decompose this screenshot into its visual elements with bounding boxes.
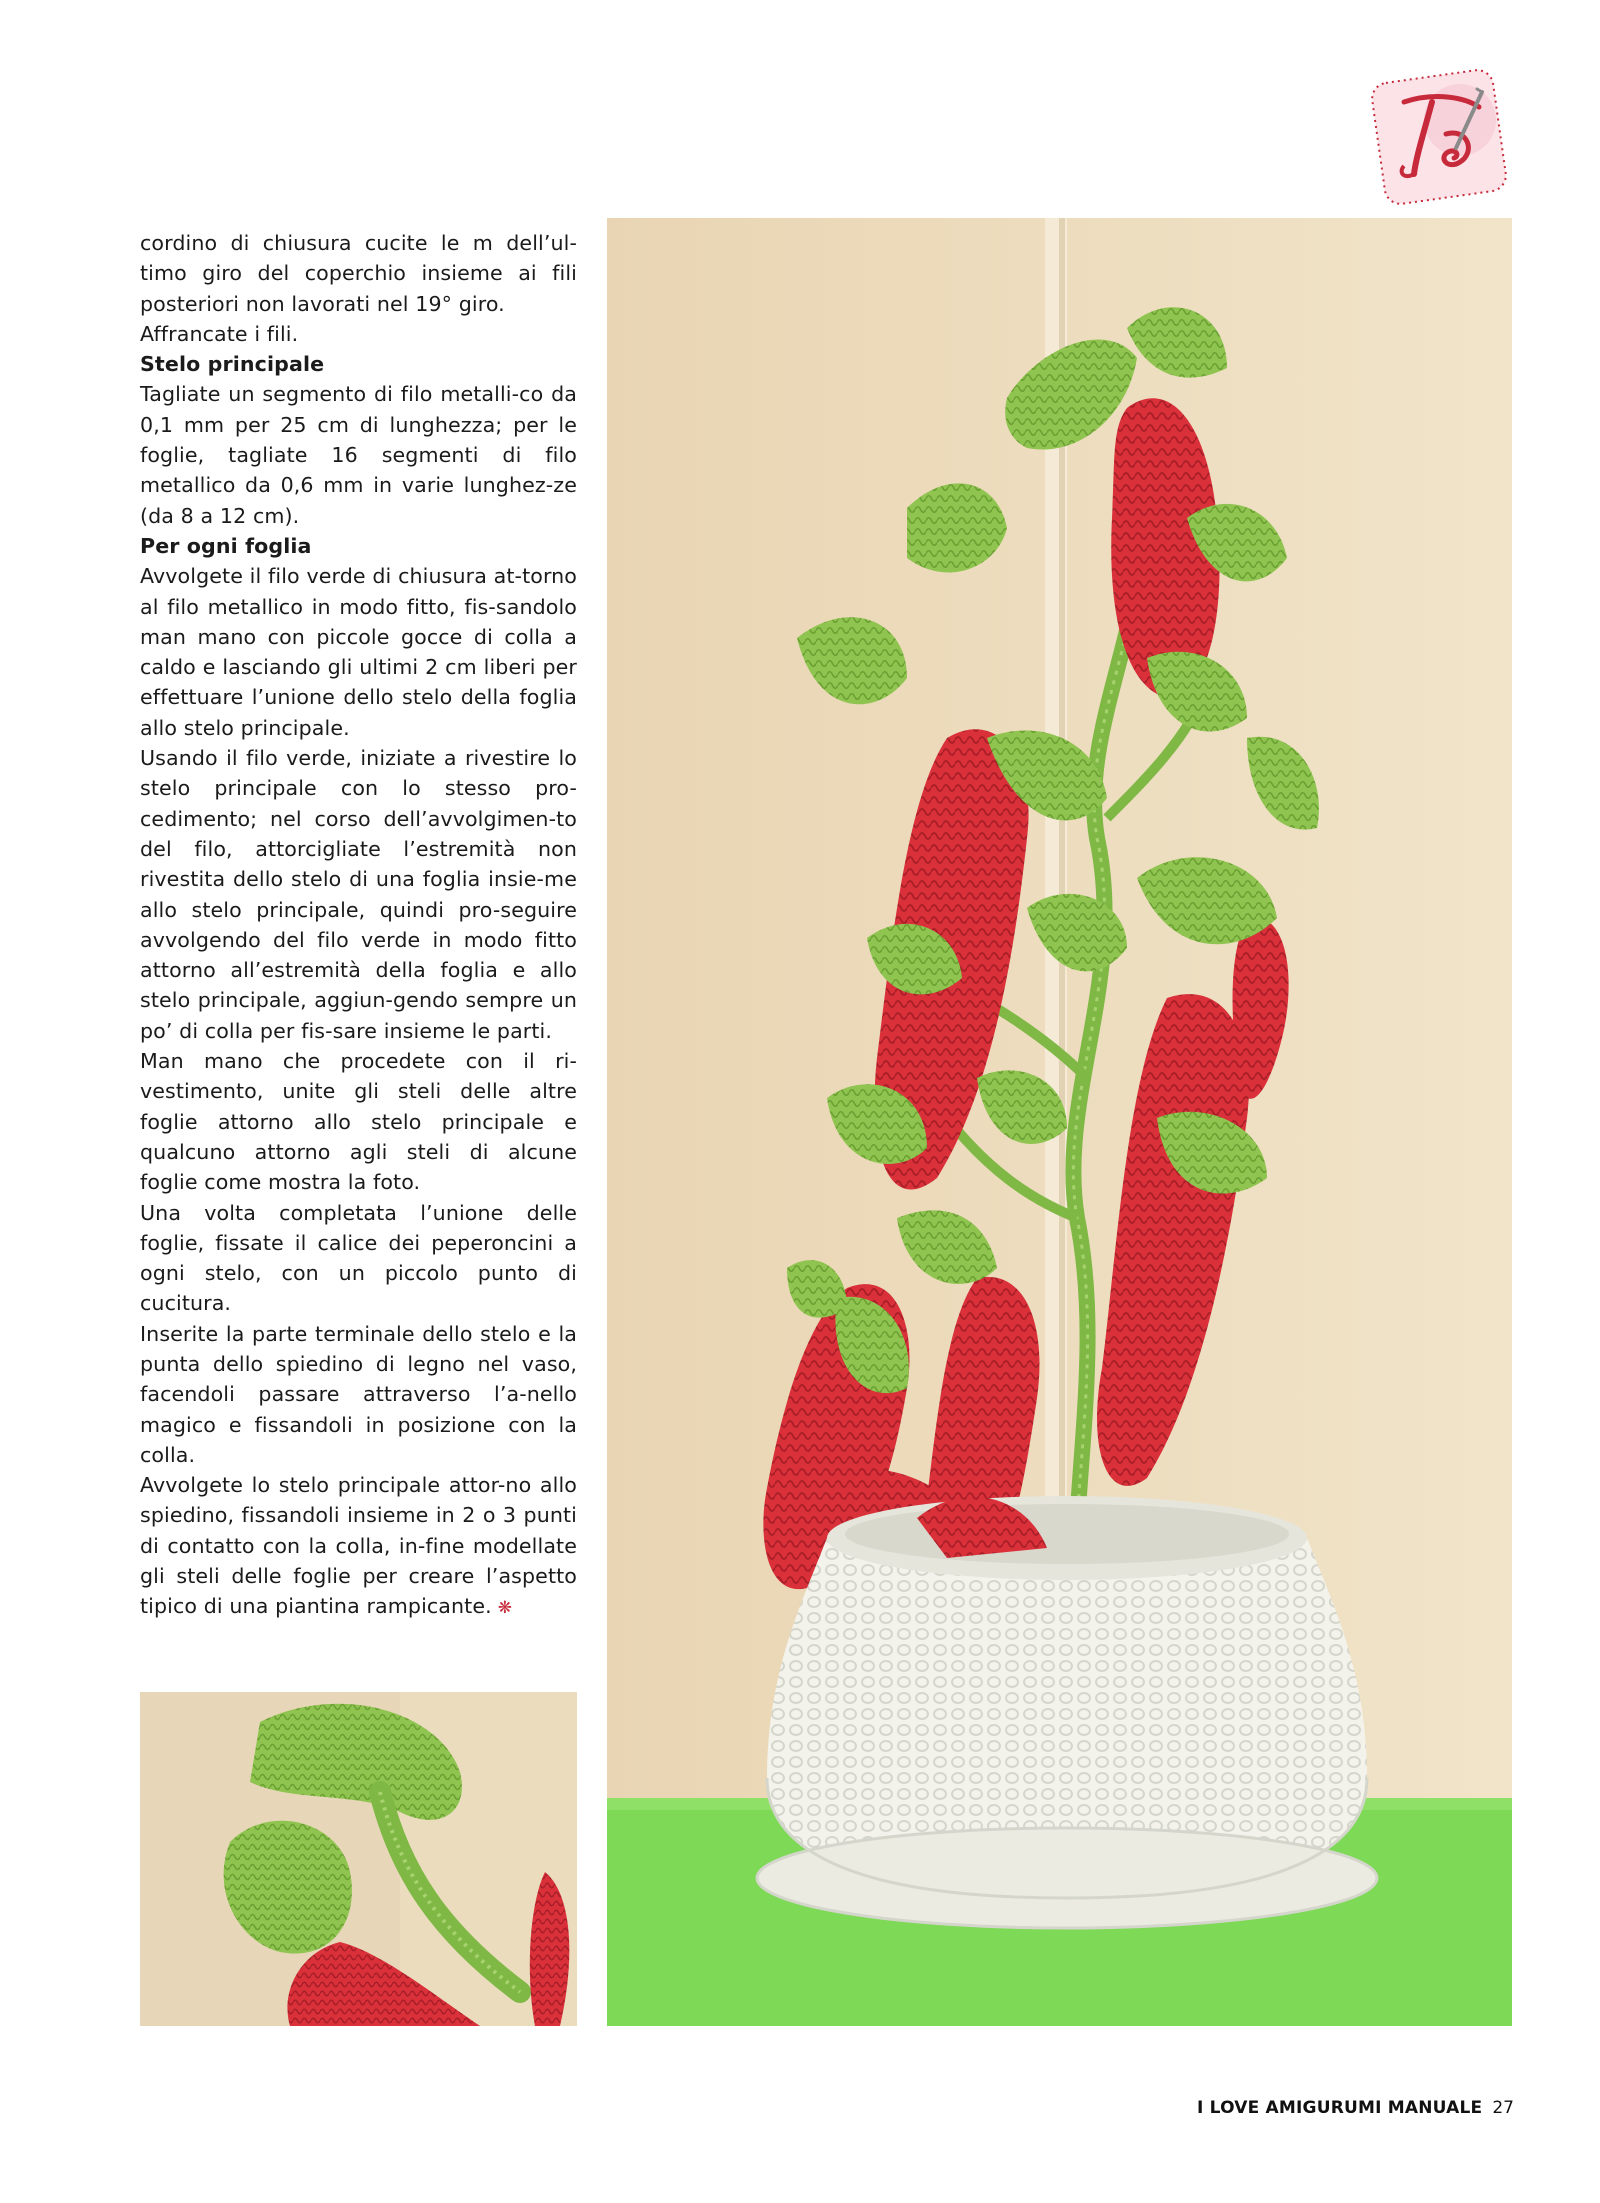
paragraph: Una volta completata l’unione delle foglie, fissate il calice dei peperoncini a ogni stelo, con un piccolo punto di cucitura. <box>140 1200 577 1316</box>
stem-detail-photo <box>140 1692 577 2026</box>
page-footer <box>1197 2098 1514 2118</box>
paragraph: Affrancate i fili. <box>140 321 299 346</box>
section-heading: Stelo principale <box>140 352 325 377</box>
paragraph: Usando il filo verde, iniziate a rivestire lo stelo principale con lo stesso pro-cedimento; nel corso dell’avvolgimen-to del filo, attorcigliate l’estremità non rivestita dello stelo di una foglia insie-me allo stelo principale, quindi pro-seguire avvolgendo del filo verde in modo fitto attorno all’estremità della foglia e allo stelo principale, aggiun-gendo sempre un po’ di colla per fis-sare insieme le parti. <box>140 746 577 1043</box>
crochet-hook-monogram-icon <box>1364 62 1514 212</box>
chili-plant-photo <box>607 218 1512 2026</box>
page-number: 27 <box>1492 2098 1514 2118</box>
instructions-text <box>140 228 577 1624</box>
paragraph: cordino di chiusura cucite le m dell’ul-timo giro del coperchio insieme ai fili posteriori non lavorati nel 19° giro. <box>140 231 577 316</box>
paragraph: Avvolgete il filo verde di chiusura at-torno al filo metallico in modo fitto, fis-sandolo man mano con piccole gocce di colla a caldo e lasciando gli ultimi 2 cm liberi per effettuare l’unione dello stelo della foglia allo stelo principale. <box>140 564 577 740</box>
paragraph <box>140 1470 577 1623</box>
end-of-article-icon: ❋ <box>497 1598 513 1619</box>
paragraph: Tagliate un segmento di filo metalli-co da 0,1 mm per 25 cm di lunghezza; per le foglie, tagliate 16 segmenti di filo metallico da 0,6 mm in varie lunghez-ze (da 8 a 12 cm). <box>140 382 577 528</box>
section-heading: Per ogni foglia <box>140 533 312 558</box>
magazine-title: I LOVE AMIGURUMI MANUALE <box>1197 2098 1483 2118</box>
paragraph: Man mano che procedete con il ri-vestimento, unite gli steli delle altre foglie attorno allo stelo principale e qualcuno attorno agli steli di alcune foglie come mostra la foto. <box>140 1049 577 1195</box>
paragraph: Inserite la parte terminale dello stelo e la punta dello spiedino di legno nel vaso, facendoli passare attraverso l’a-nello magico e fissandoli in posizione con la colla. <box>140 1321 577 1467</box>
paragraph-text: Avvolgete lo stelo principale attor-no allo spiedino, fissandoli insieme in 2 o 3 punti di contatto con la colla, in-fine modellate gli steli delle foglie per creare l’aspetto tipico di una piantina rampicante. <box>140 1473 577 1619</box>
